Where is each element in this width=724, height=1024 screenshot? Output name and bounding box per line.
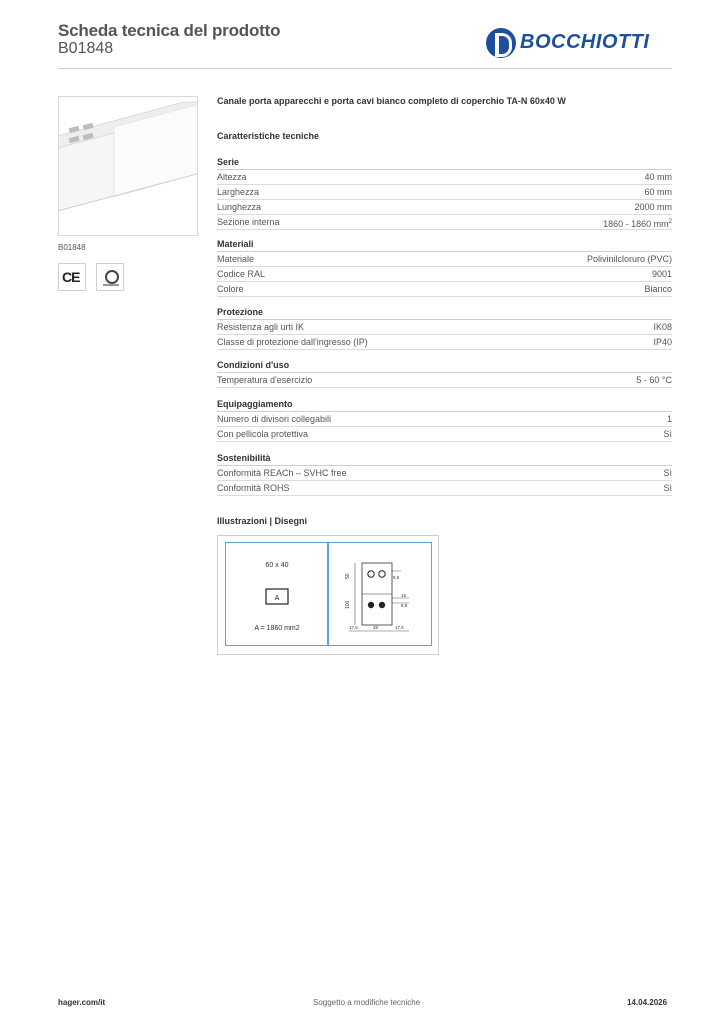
brand-wordmark: BOCCHIOTTI	[520, 31, 650, 53]
fixing-hole	[379, 602, 385, 608]
certification-icon	[96, 263, 124, 291]
spec-section	[217, 397, 672, 442]
spec-label: Sezione interna	[217, 217, 280, 227]
footer-date: 14.04.2026	[627, 998, 668, 1007]
fixing-hole	[379, 571, 385, 577]
dim-label: 9,5	[401, 603, 408, 608]
spec-value	[644, 282, 672, 296]
section-drawing-panel	[225, 542, 328, 646]
spec-value	[636, 373, 672, 387]
spec-label: Numero di divisori collegabili	[217, 414, 332, 424]
footer-website: hager.com/it	[58, 998, 106, 1007]
spec-label: Temperatura d'esercizio	[217, 375, 313, 385]
section-letter: A	[274, 595, 280, 602]
fixing-hole	[368, 602, 374, 608]
section-size-label: 60 x 40	[265, 562, 289, 569]
spec-value	[603, 215, 672, 229]
spec-row	[217, 412, 672, 427]
cable-duct-illustration	[59, 97, 198, 236]
illustrations-heading: Illustrazioni | Disegni	[217, 516, 308, 526]
dim-label: 9,5	[393, 575, 400, 580]
fixing-hole	[368, 571, 374, 577]
spec-row	[217, 320, 672, 335]
spec-row	[217, 252, 672, 267]
spec-value-text: Sì	[663, 468, 672, 478]
spec-section	[217, 451, 672, 496]
spec-value	[634, 200, 672, 214]
spec-row	[217, 215, 672, 230]
spec-value	[652, 267, 672, 281]
product-description: Canale porta apparecchi e porta cavi bianco completo di coperchio TA-N 60x40 W	[217, 96, 566, 106]
spec-value-text: 9001	[651, 269, 672, 279]
spec-value-text: Polivinilcloruro (PVC)	[586, 254, 672, 264]
spec-value-text: Sì	[663, 429, 672, 439]
spec-section-title: Condizioni d'uso	[217, 358, 672, 373]
spec-row	[217, 335, 672, 350]
dimension-drawing-panel	[328, 542, 432, 646]
spec-value-text: 1	[666, 414, 672, 424]
spec-value-text: IP40	[653, 337, 672, 347]
spec-section	[217, 155, 672, 230]
spec-label: Resistenza agli urti IK	[217, 322, 305, 332]
spec-section-title: Serie	[217, 155, 672, 170]
section-area-label: A = 1860 mm2	[254, 625, 300, 632]
spec-value	[653, 320, 672, 334]
product-code: B01848	[58, 40, 114, 57]
spec-row	[217, 267, 672, 282]
dim-label: 100	[345, 600, 351, 609]
spec-row	[217, 185, 672, 200]
ce-mark-badge	[58, 263, 86, 291]
tech-specs-heading: Caratteristiche tecniche	[217, 131, 320, 141]
spec-value-text: 1860 - 1860 mm	[603, 219, 669, 229]
spec-row	[217, 200, 672, 215]
dim-label: 17,5	[349, 625, 358, 630]
spec-label: Larghezza	[217, 187, 260, 197]
dim-label: 15	[401, 593, 407, 598]
spec-section	[217, 305, 672, 350]
spec-label: Classe di protezione dall'ingresso (IP)	[217, 337, 368, 347]
dim-label: 17,5	[395, 625, 404, 630]
dim-label: 25	[373, 625, 379, 630]
spec-section-title: Materiali	[217, 237, 672, 252]
spec-section	[217, 237, 672, 297]
spec-value-text: 2000 mm	[634, 202, 672, 212]
spec-label: Materiale	[217, 254, 255, 264]
spec-value	[644, 185, 672, 199]
dim-label: 50	[345, 573, 351, 579]
spec-label: Lunghezza	[217, 202, 262, 212]
spec-label: Altezza	[217, 172, 247, 182]
spec-value-superscript: 2	[668, 219, 672, 225]
spec-value-text: 5 - 60 °C	[636, 375, 672, 385]
spec-value	[667, 412, 672, 426]
spec-value-text: Sì	[663, 483, 672, 493]
spec-row	[217, 282, 672, 297]
spec-row	[217, 466, 672, 481]
technical-drawing	[217, 535, 439, 655]
header-divider	[58, 68, 672, 69]
spec-value	[587, 252, 672, 266]
page-title: Scheda tecnica del prodotto	[58, 21, 281, 40]
brand-logo	[486, 28, 668, 60]
spec-label: Con pellicola protettiva	[217, 429, 309, 439]
spec-section-title: Protezione	[217, 305, 672, 320]
spec-label: Codice RAL	[217, 269, 266, 279]
spec-value	[663, 427, 672, 441]
spec-section	[217, 358, 672, 388]
spec-value	[644, 170, 672, 184]
product-image	[58, 96, 198, 236]
spec-label: Conformità ROHS	[217, 483, 290, 493]
spec-label: Conformità REACh – SVHC free	[217, 468, 347, 478]
spec-value	[663, 481, 672, 495]
spec-value-text: IK08	[653, 322, 672, 332]
image-caption: B01848	[58, 243, 86, 252]
ce-mark-text: CE	[62, 269, 80, 285]
spec-value	[663, 466, 672, 480]
footer-note: Soggetto a modifiche tecniche	[313, 998, 421, 1007]
spec-row	[217, 427, 672, 442]
spec-row	[217, 481, 672, 496]
spec-label: Colore	[217, 284, 244, 294]
spec-value-text: 40 mm	[644, 172, 672, 182]
spec-value-text: Bianco	[644, 284, 672, 294]
brand-logo-mark-icon	[486, 28, 516, 58]
spec-value-text: 60 mm	[644, 187, 672, 197]
spec-row	[217, 373, 672, 388]
spec-row	[217, 170, 672, 185]
spec-section-title: Sostenibilità	[217, 451, 672, 466]
spec-value	[653, 335, 672, 349]
spec-section-title: Equipaggiamento	[217, 397, 672, 412]
